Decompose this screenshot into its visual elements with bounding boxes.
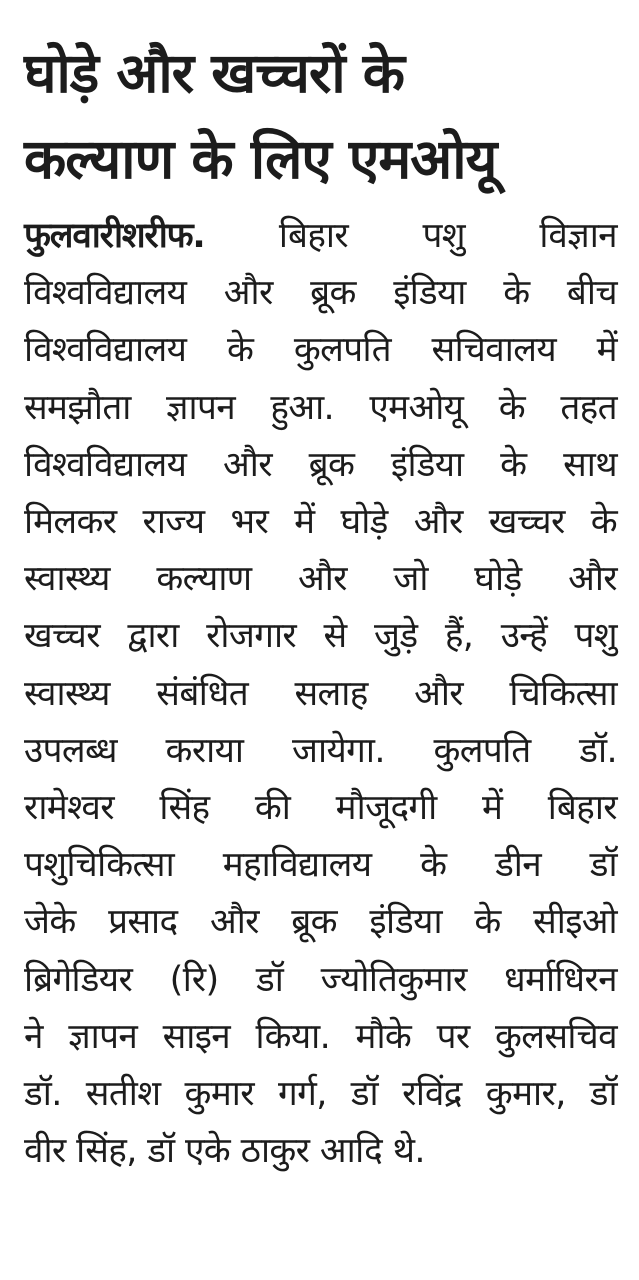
dateline: फुलवारीशरीफ.: [24, 216, 205, 256]
article-line: ब्रिगेडियर (रि) डॉ ज्योतिकुमार धर्माधिरन: [24, 959, 617, 1000]
article-line: पशुचिकित्सा महाविद्यालय के डीन डॉ: [24, 845, 617, 886]
article-line: डॉ. सतीश कुमार गर्ग, डॉ रविंद्र कुमार, डॉ: [24, 1074, 617, 1115]
article-line: मिलकर राज्य भर में घोड़े और खच्चर के: [24, 502, 617, 543]
headline: [24, 30, 617, 202]
article-line: उपलब्ध कराया जायेगा. कुलपति डॉ.: [24, 730, 617, 771]
article-line-text: बिहार पशु विज्ञान: [278, 216, 617, 256]
article-line: जेके प्रसाद और ब्रूक इंडिया के सीइओ: [24, 902, 617, 943]
headline-line-1: घोड़े और खच्चरों के: [24, 41, 405, 105]
article-line: खच्चर द्वारा रोजगार से जुड़े हैं, उन्हें पशु: [24, 616, 617, 657]
article-line: [24, 208, 617, 265]
article-body: [24, 208, 617, 1180]
headline-line-2: कल्याण के लिए एमओयू: [24, 127, 497, 191]
article-line: विश्वविद्यालय और ब्रूक इंडिया के साथ: [24, 444, 617, 485]
article-line: वीर सिंह, डॉ एके ठाकुर आदि थे.: [24, 1131, 425, 1172]
article-line: स्वास्थ्य कल्याण और जो घोड़े और: [24, 559, 617, 600]
article-line: विश्वविद्यालय और ब्रूक इंडिया के बीच: [24, 273, 617, 314]
article-line: रामेश्वर सिंह की मौजूदगी में बिहार: [24, 788, 617, 829]
article-line: समझौता ज्ञापन हुआ. एमओयू के तहत: [24, 387, 617, 428]
article-line: ने ज्ञापन साइन किया. मौके पर कुलसचिव: [24, 1016, 617, 1057]
article-line: विश्वविद्यालय के कुलपति सचिवालय में: [24, 330, 617, 371]
article-line: स्वास्थ्य संबंधित सलाह और चिकित्सा: [24, 673, 617, 714]
